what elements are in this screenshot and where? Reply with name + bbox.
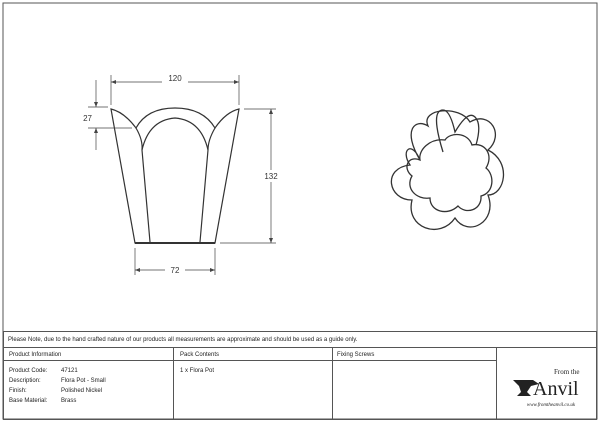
product-code-label: Product Code: [9,368,48,374]
dim-base-width: 72 [170,266,180,275]
dimension-lines [88,75,276,275]
divider [332,347,333,419]
flower-inner [407,135,492,212]
base-material-value: Brass [61,398,77,404]
divider [173,347,174,419]
logo-url: www.fromtheanvil.co.uk [526,403,576,408]
info-panel [3,331,597,420]
pack-item: 1 x Flora Pot [180,368,215,374]
divider [496,347,497,419]
logo-brand: Anvil [533,378,579,400]
product-code-row [9,368,78,374]
pot-front-petal [142,118,208,150]
measurement-note: Please Note, due to the hand crafted nature of our products all measurements are approximate and should be used as a guide only. [8,337,358,343]
logo-from-the: From the [554,368,580,376]
dim-total-height: 132 [264,172,278,181]
base-material-row [9,398,76,404]
pot-top-view [391,110,503,229]
description-label: Description: [9,378,41,384]
product-code-value: 47121 [61,368,78,374]
product-information-title: Product Information [9,352,62,358]
pack-contents-title: Pack Contents [180,352,220,358]
base-material-label: Base Material: [9,398,48,404]
dim-rim-height: 27 [83,114,92,123]
finish-label: Finish: [9,388,27,394]
description-row [9,378,106,384]
fixing-screws-title: Fixing Screws [337,352,375,358]
divider [4,347,596,348]
finish-row [9,388,102,394]
pot-seam-right [200,128,215,242]
finish-value: Polished Nickel [61,388,103,394]
description-value: Flora Pot - Small [61,378,106,384]
dim-top-width: 120 [168,74,182,83]
divider [4,360,496,361]
from-the-anvil-logo [509,362,594,417]
